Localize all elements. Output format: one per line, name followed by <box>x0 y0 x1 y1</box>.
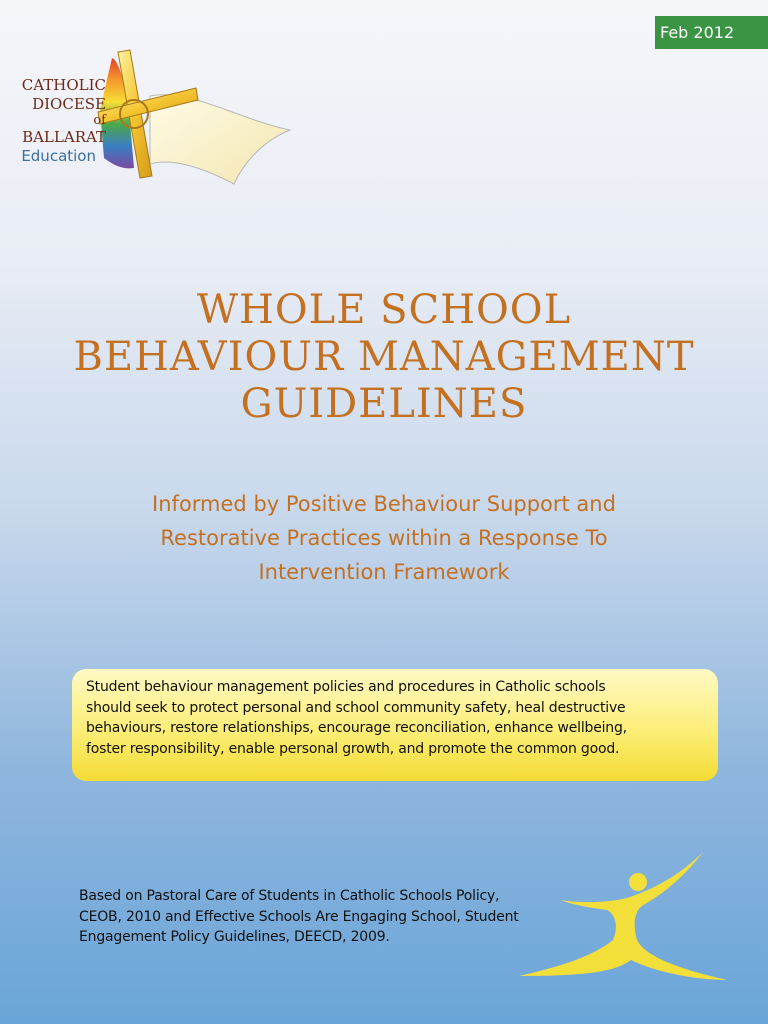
logo-text <box>0 76 106 165</box>
document-subtitle <box>0 487 768 589</box>
leaping-person-icon <box>515 848 745 988</box>
title-line-1: WHOLE SCHOOL <box>196 287 572 333</box>
callout-line-3: behaviours, restore relationships, encourage reconciliation, enhance wellbeing, <box>86 720 627 736</box>
title-line-3: GUIDELINES <box>240 381 528 427</box>
diocese-logo <box>0 40 300 200</box>
source-line-3: Engagement Policy Guidelines, DEECD, 2009. <box>79 929 390 945</box>
callout-line-4: foster responsibility, enable personal growth, and promote the common good. <box>86 740 620 757</box>
date-badge: Feb 2012 <box>655 16 768 49</box>
logo-line-of: of <box>93 113 106 128</box>
logo-line-ballarat: BALLARAT <box>22 128 106 146</box>
logo-line-diocese: DIOCESE <box>32 95 106 113</box>
subtitle-line-2: Restorative Practices within a Response To <box>160 526 608 550</box>
title-line-2: BEHAVIOUR MANAGEMENT <box>73 334 695 380</box>
leaping-figure <box>515 848 745 988</box>
source-line-2: CEOB, 2010 and Effective Schools Are Engaging School, Student <box>79 908 519 925</box>
subtitle-line-3: Intervention Framework <box>258 560 510 584</box>
subtitle-line-1: Informed by Positive Behaviour Support and <box>152 492 616 516</box>
source-note <box>79 886 579 948</box>
callout-box <box>72 669 718 781</box>
callout-line-2: should seek to protect personal and school community safety, heal destructive <box>86 699 626 716</box>
callout-line-1: Student behaviour management policies and procedures in Catholic schools <box>86 679 606 695</box>
logo-line-catholic: CATHOLIC <box>21 76 106 94</box>
source-line-1: Based on Pastoral Care of Students in Catholic Schools Policy, <box>79 888 500 904</box>
document-title <box>0 287 768 428</box>
logo-line-education: Education <box>21 147 96 165</box>
